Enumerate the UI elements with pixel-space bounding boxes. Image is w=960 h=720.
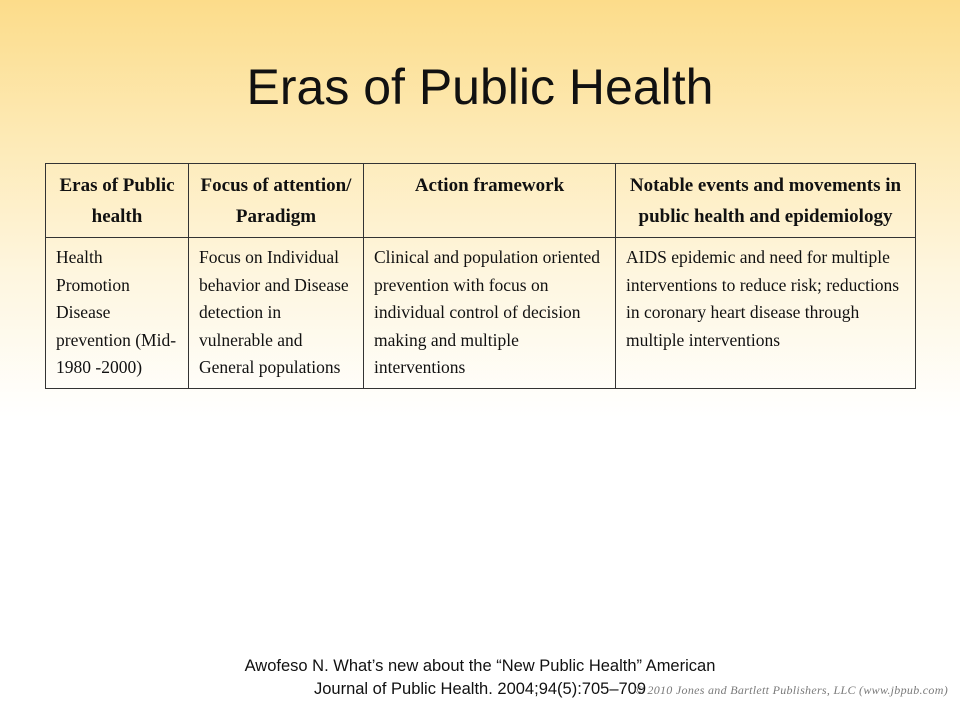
eras-table	[45, 163, 916, 389]
table-header-row	[46, 164, 916, 238]
header-notable-events: Notable events and movements in public health and epidemiology	[616, 164, 916, 238]
citation-line-1: Awofeso N. What’s new about the “New Public Health” American	[244, 657, 716, 675]
citation-line-2: Journal of Public Health. 2004;94(5):705–709	[313, 680, 647, 698]
header-focus: Focus of attention/ Paradigm	[189, 164, 364, 238]
cell-events: AIDS epidemic and need for multiple interventions to reduce risk; reductions in coronary heart disease through multiple interventions	[616, 238, 916, 389]
cell-action: Clinical and population oriented prevention with focus on individual control of decision making and multiple interventions	[364, 238, 616, 389]
copyright-notice: © 2010 Jones and Bartlett Publishers, LLC (www.jbpub.com)	[634, 683, 948, 697]
eras-table-container	[45, 163, 915, 389]
table-row	[46, 238, 916, 389]
slide-title: Eras of Public Health	[246, 59, 714, 115]
cell-focus: Focus on Individual behavior and Disease detection in vulnerable and General populations	[189, 238, 364, 389]
header-eras: Eras of Public health	[46, 164, 189, 238]
header-action-framework: Action framework	[364, 164, 616, 238]
cell-era: Health Promotion Disease prevention (Mid-1980 -2000)	[46, 238, 189, 389]
